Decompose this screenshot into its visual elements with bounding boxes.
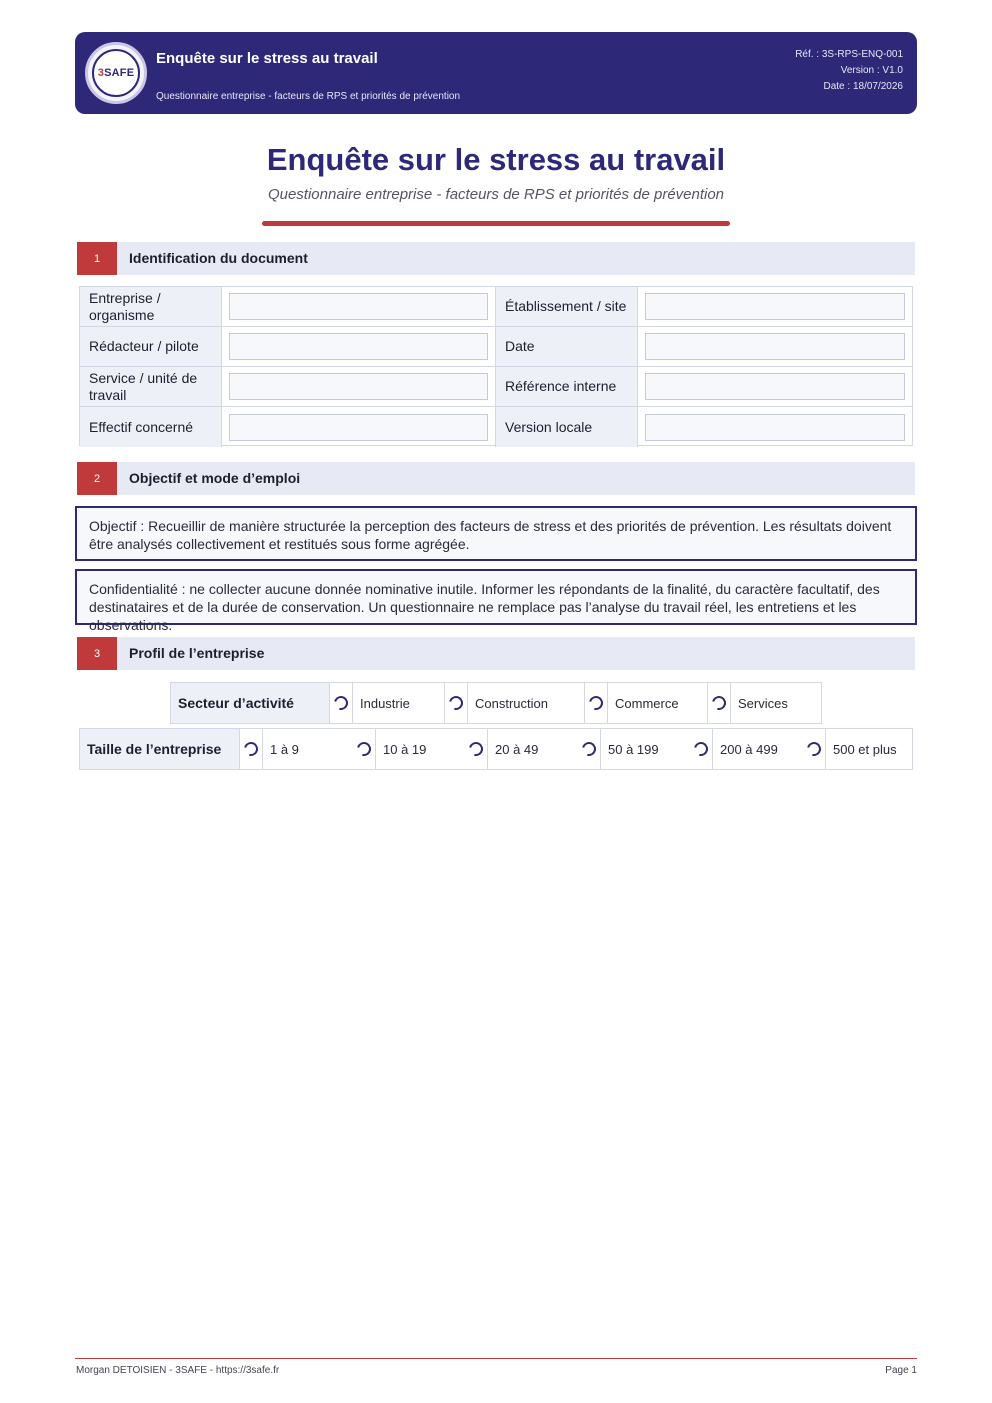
section-1-header: [77, 242, 915, 275]
option-label: Industrie: [360, 695, 410, 711]
field-label: Référence interne: [496, 367, 638, 406]
logo-text: 3 SAFE: [92, 49, 140, 97]
field-label: Établissement / site: [496, 287, 638, 326]
section-title: Objectif et mode d’emploi: [129, 470, 301, 486]
radio-icon[interactable]: [331, 693, 350, 712]
field-label: Date: [496, 327, 638, 366]
objective-note: Objectif : Recueillir de manière structurée la perception des facteurs de stress et des priorités de prévention. Les résultats doivent être analysés collectivement et restitués sous forme agrégée.: [75, 506, 917, 561]
radio-box[interactable]: [465, 729, 488, 769]
header-date: Date : 18/07/2026: [823, 81, 903, 92]
size-option[interactable]: [465, 729, 578, 769]
sector-option[interactable]: [585, 683, 708, 723]
redacteur-field[interactable]: [229, 333, 488, 360]
reference-field[interactable]: [645, 373, 905, 400]
section-number: 2: [77, 462, 117, 495]
page-title: Enquête sur le stress au travail: [266, 142, 726, 177]
header-band: [75, 32, 917, 114]
sector-option[interactable]: [330, 683, 445, 723]
section-title: Identification du document: [129, 250, 308, 266]
section-2-header: [77, 462, 915, 495]
section-number: 1: [77, 242, 117, 275]
field-label: Service / unité de travail: [80, 367, 222, 406]
radio-icon[interactable]: [586, 693, 605, 712]
radio-box[interactable]: [578, 729, 601, 769]
section-number: 3: [77, 637, 117, 670]
field-label: Rédacteur / pilote: [80, 327, 222, 366]
option-label: 50 à 199: [608, 741, 659, 757]
field-cell: [638, 287, 912, 326]
identification-table: [79, 286, 913, 446]
radio-icon[interactable]: [241, 739, 260, 758]
section-title: Profil de l’entreprise: [129, 645, 265, 661]
option-label: Services: [738, 695, 788, 711]
field-cell: [638, 407, 912, 447]
field-cell: [222, 287, 496, 326]
footer-divider: [75, 1358, 917, 1359]
header-subtitle: Questionnaire entreprise - facteurs de RPS et priorités de prévention: [156, 91, 461, 102]
radio-icon[interactable]: [691, 739, 710, 758]
table-row: [80, 367, 912, 407]
size-label: Taille de l’entreprise: [80, 729, 240, 769]
option-label: Commerce: [615, 695, 679, 711]
version-field[interactable]: [645, 414, 905, 441]
field-label: Entreprise / organisme: [80, 287, 222, 326]
header-version: Version : V1.0: [840, 65, 903, 76]
confidentiality-note: Confidentialité : ne collecter aucune donnée nominative inutile. Informer les répondants de la finalité, du caractère facultatif, des destinataires et de la durée de conservation. Un questionnaire ne remplace pas l’analyse du travail réel, les entretiens et les observations.: [75, 569, 917, 625]
section-3-header: [77, 637, 915, 670]
radio-icon[interactable]: [579, 739, 598, 758]
field-cell: [222, 407, 496, 447]
size-option[interactable]: [803, 729, 912, 769]
option-label: 20 à 49: [495, 741, 539, 757]
header-ref: Réf. : 3S-RPS-ENQ-001: [795, 49, 903, 60]
table-row: [80, 287, 912, 327]
entreprise-field[interactable]: [229, 293, 488, 320]
service-field[interactable]: [229, 373, 488, 400]
radio-box[interactable]: [353, 729, 376, 769]
etablissement-field[interactable]: [645, 293, 905, 320]
footer-author: Morgan DETOISIEN - 3SAFE - https://3safe.fr: [76, 1365, 280, 1376]
sector-option[interactable]: [708, 683, 821, 723]
field-cell: [638, 327, 912, 366]
sector-label: Secteur d’activité: [171, 683, 330, 723]
company-logo: [85, 42, 147, 104]
field-cell: [222, 327, 496, 366]
size-option[interactable]: [240, 729, 353, 769]
radio-box[interactable]: [690, 729, 713, 769]
radio-icon[interactable]: [709, 693, 728, 712]
field-cell: [222, 367, 496, 406]
radio-box[interactable]: [585, 683, 608, 723]
radio-icon[interactable]: [804, 739, 823, 758]
size-choice-row: [79, 728, 913, 770]
radio-box[interactable]: [708, 683, 731, 723]
radio-box[interactable]: [445, 683, 468, 723]
field-cell: [638, 367, 912, 406]
radio-icon[interactable]: [446, 693, 465, 712]
option-label: 200 à 499: [720, 741, 778, 757]
option-label: Construction: [475, 695, 548, 711]
radio-icon[interactable]: [354, 739, 373, 758]
page-subtitle: Questionnaire entreprise - facteurs de RPS et priorités de prévention: [267, 186, 725, 203]
table-row: [80, 327, 912, 367]
title-divider: [262, 221, 730, 226]
effectif-field[interactable]: [229, 414, 488, 441]
table-row: [80, 407, 912, 447]
date-field[interactable]: [645, 333, 905, 360]
size-option[interactable]: [578, 729, 690, 769]
header-title: Enquête sur le stress au travail: [156, 50, 378, 67]
header-meta: [795, 47, 903, 95]
page-number: Page 1: [885, 1365, 917, 1376]
field-label: Effectif concerné: [80, 407, 222, 447]
radio-box[interactable]: [803, 729, 826, 769]
radio-box[interactable]: [330, 683, 353, 723]
radio-icon[interactable]: [466, 739, 485, 758]
option-label: 10 à 19: [383, 741, 427, 757]
option-label: 500 et plus: [833, 741, 897, 757]
size-option[interactable]: [353, 729, 465, 769]
radio-box[interactable]: [240, 729, 263, 769]
size-option[interactable]: [690, 729, 803, 769]
sector-option[interactable]: [445, 683, 585, 723]
field-label: Version locale: [496, 407, 638, 447]
option-label: 1 à 9: [270, 741, 299, 757]
sector-choice-row: [170, 682, 822, 724]
